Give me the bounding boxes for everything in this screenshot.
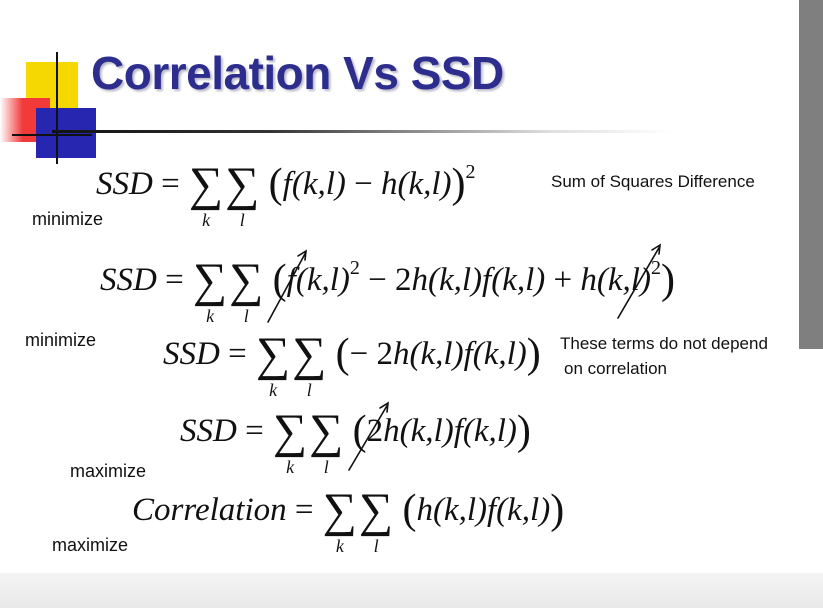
eq1-close-paren: ) <box>451 161 466 207</box>
eq2-h: h(k,l) <box>411 262 483 298</box>
eq2-f2: f(k,l) <box>482 262 546 298</box>
eq2-f-exponent: 2 <box>349 257 360 279</box>
eq5-open-paren: ( <box>402 487 417 533</box>
eq2-minus: − <box>368 262 387 298</box>
eq2-open-paren: ( <box>272 257 287 303</box>
eq3-equals: = <box>228 336 247 372</box>
eq1-ssd: SSD <box>96 166 153 202</box>
strike-h-squared <box>618 245 660 318</box>
eq2-sum-l-index: l <box>243 306 249 326</box>
eq5-h: h(k,l) <box>416 492 487 528</box>
eq3-sum-l: ∑ l <box>292 328 327 400</box>
eq1-sum-k-index: k <box>202 210 211 230</box>
eq4-sum-k-index: k <box>286 457 295 477</box>
eq3-two: 2 <box>376 336 394 372</box>
eq1-exponent: 2 <box>465 161 476 183</box>
independent-terms-note-line1: These terms do not depend <box>560 334 768 353</box>
strike-two <box>349 403 388 470</box>
eq4-equals: = <box>245 413 264 449</box>
eq3-close-paren: ) <box>526 331 541 377</box>
eq2-sum-k: ∑ k <box>192 254 228 326</box>
eq3-sum-k-index: k <box>269 380 278 400</box>
eq2-plus: + <box>553 262 573 298</box>
ssd-definition-note: Sum of Squares Difference <box>551 172 755 191</box>
eq4-h: h(k,l) <box>383 413 454 449</box>
eq4-ssd: SSD <box>180 413 237 449</box>
eq1-f: f(k,l) <box>282 166 346 202</box>
maximize-label-2: maximize <box>52 535 129 555</box>
eq5-f: f(k,l) <box>486 492 551 528</box>
eq3-minus: − <box>349 336 369 372</box>
eq5-sum-k-index: k <box>335 536 344 556</box>
eq1-open-paren: ( <box>268 161 283 207</box>
slide-title: Correlation Vs SSD <box>91 47 504 99</box>
eq4-close-paren: ) <box>516 408 531 454</box>
minimize-label-1: minimize <box>32 209 104 229</box>
independent-terms-note-line2: on correlation <box>564 359 668 378</box>
eq4-open-paren: ( <box>352 408 367 454</box>
eq1-equals: = <box>161 166 180 202</box>
eq1-sum-l: ∑ l <box>225 158 260 230</box>
eq2-f: f(k,l) <box>286 262 350 298</box>
eq4-two: 2 <box>366 413 384 449</box>
eq2-close-paren: ) <box>660 257 675 303</box>
minimize-label-2: minimize <box>25 330 97 350</box>
eq5-sum-l: ∑ l <box>358 484 394 556</box>
eq5-correlation: Correlation <box>132 492 287 528</box>
eq5-sum-k: ∑ k <box>322 484 357 556</box>
strike-f-squared <box>268 251 306 322</box>
eq1-h: h(k,l) <box>381 166 452 202</box>
eq2-h2: h(k,l) <box>580 262 651 298</box>
eq3-f: f(k,l) <box>463 336 527 372</box>
eq1-minus: − <box>354 166 373 202</box>
eq3-h: h(k,l) <box>393 336 464 372</box>
eq4-sum-k: ∑ k <box>272 405 308 477</box>
eq2-ssd: SSD <box>100 262 157 298</box>
eq2-sum-k-index: k <box>206 306 215 326</box>
eq1-sum-l-index: l <box>239 210 245 230</box>
eq5-equals: = <box>294 492 314 528</box>
eq1-sum-k: ∑ k <box>188 158 224 230</box>
eq3-open-paren: ( <box>335 331 350 377</box>
eq4-sum-l-index: l <box>323 457 329 477</box>
eq4-sum-l: ∑ l <box>309 405 344 477</box>
eq3-ssd: SSD <box>163 336 220 372</box>
eq2-sum-l: ∑ l <box>229 254 264 326</box>
eq5-close-paren: ) <box>550 487 565 533</box>
eq4-f: f(k,l) <box>453 413 517 449</box>
eq2-two: 2 <box>395 262 412 298</box>
eq3-sum-k: ∑ k <box>255 328 291 400</box>
eq2-equals: = <box>165 262 184 298</box>
eq5-sum-l-index: l <box>373 536 379 556</box>
eq2-h-exponent: 2 <box>650 257 661 279</box>
eq3-sum-l-index: l <box>306 380 312 400</box>
maximize-label-1: maximize <box>70 461 147 481</box>
